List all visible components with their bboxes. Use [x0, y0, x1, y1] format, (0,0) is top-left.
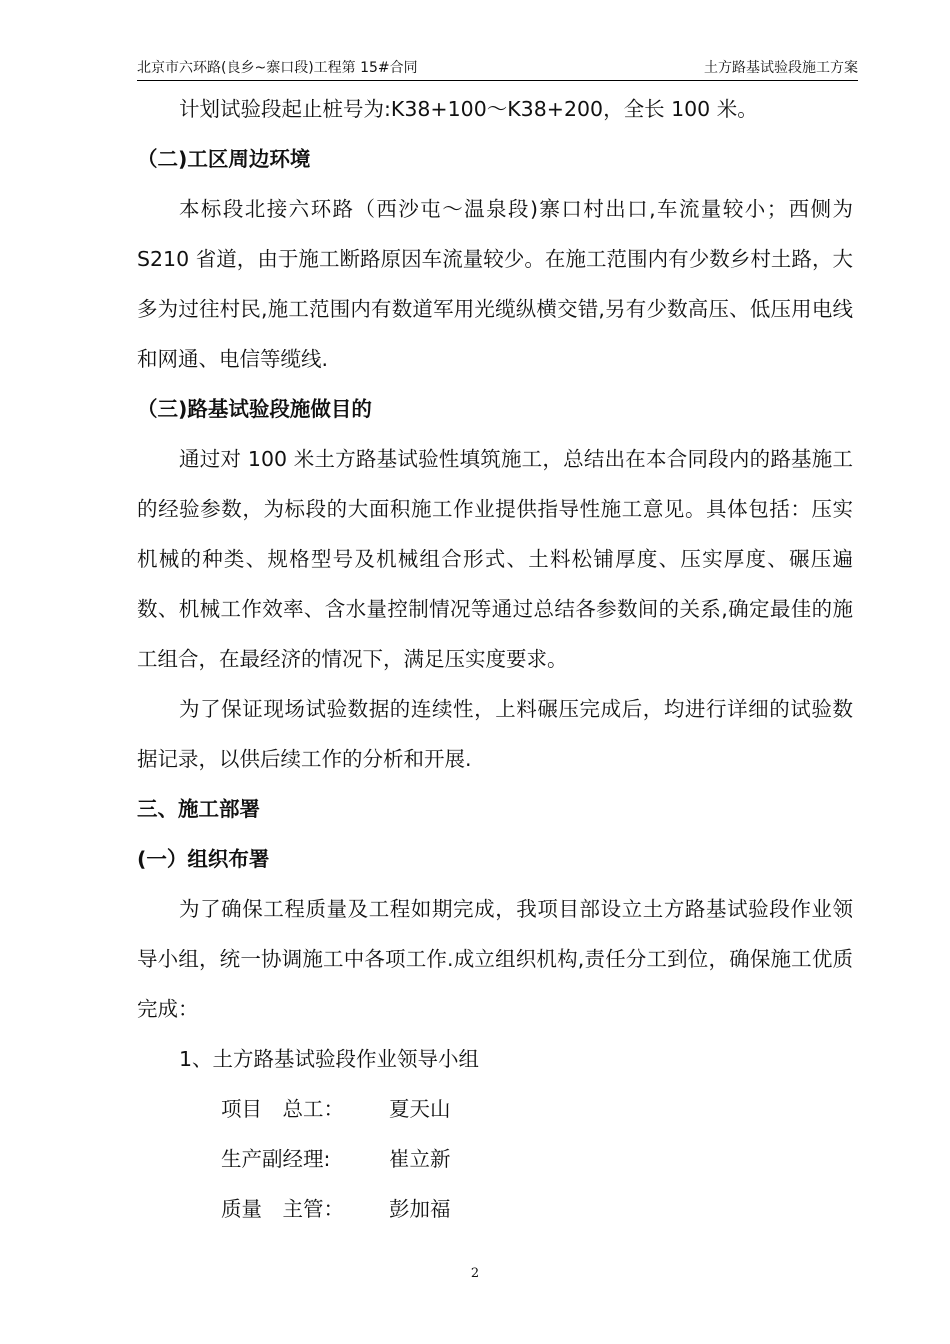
- page-header: [137, 56, 858, 81]
- paragraph-surroundings: 本标段北接六环路（西沙屯～温泉段)寨口村出口,车流量较小；西侧为 S210 省道，由于施工断路原因车流量较少。在施工范围内有少数乡村土路，大多为过往村民,施工范围内有数道军用光缆纵横交错,另有少数高压、低压用电线和网通、电信等缆线.: [137, 197, 853, 371]
- page-number: 2: [470, 1266, 480, 1281]
- heading-construction-deployment: 三、施工部署: [137, 797, 260, 821]
- staff-row: [137, 1184, 853, 1234]
- paragraph-organization: 为了确保工程质量及工程如期完成，我项目部设立土方路基试验段作业领导小组，统一协调施工中各项工作.成立组织机构,责任分工到位，确保施工优质完成：: [137, 897, 853, 1021]
- paragraph-data-records: 为了保证现场试验数据的连续性，上料碾压完成后，均进行详细的试验数据记录，以供后续工作的分析和开展.: [137, 697, 853, 771]
- staff-row: [137, 1134, 853, 1184]
- list-item-leadership-group: 1、土方路基试验段作业领导小组: [179, 1047, 480, 1071]
- document-body: [137, 84, 853, 1234]
- header-contract-title: 北京市六环路(良乡~寨口段)工程第 15#合同: [137, 60, 418, 76]
- staff-name: 崔立新: [389, 1147, 451, 1171]
- heading-organization: (一）组织布署: [137, 847, 270, 871]
- staff-row: [137, 1084, 853, 1134]
- staff-role: 质量 主管：: [221, 1197, 344, 1221]
- staff-role: 项目 总工：: [221, 1097, 344, 1121]
- staff-name: 彭加福: [389, 1197, 451, 1221]
- header-document-title: 土方路基试验段施工方案: [704, 60, 858, 76]
- paragraph-purpose: 通过对 100 米土方路基试验性填筑施工，总结出在本合同段内的路基施工的经验参数，为标段的大面积施工作业提供指导性施工意见。具体包括：压实机械的种类、规格型号及机械组合形式、土料松铺厚度、压实厚度、碾压遍数、机械工作效率、含水量控制情况等通过总结各参数间的关系,确定最佳的施工组合，在最经济的情况下，满足压实度要求。: [137, 447, 853, 671]
- heading-purpose: （三)路基试验段施做目的: [137, 397, 372, 421]
- heading-surroundings: （二)工区周边环境: [137, 147, 311, 171]
- paragraph-test-section-range: 计划试验段起止桩号为:K38+100～K38+200，全长 100 米。: [179, 97, 758, 121]
- staff-role: 生产副经理:: [221, 1147, 331, 1171]
- staff-name: 夏天山: [389, 1097, 451, 1121]
